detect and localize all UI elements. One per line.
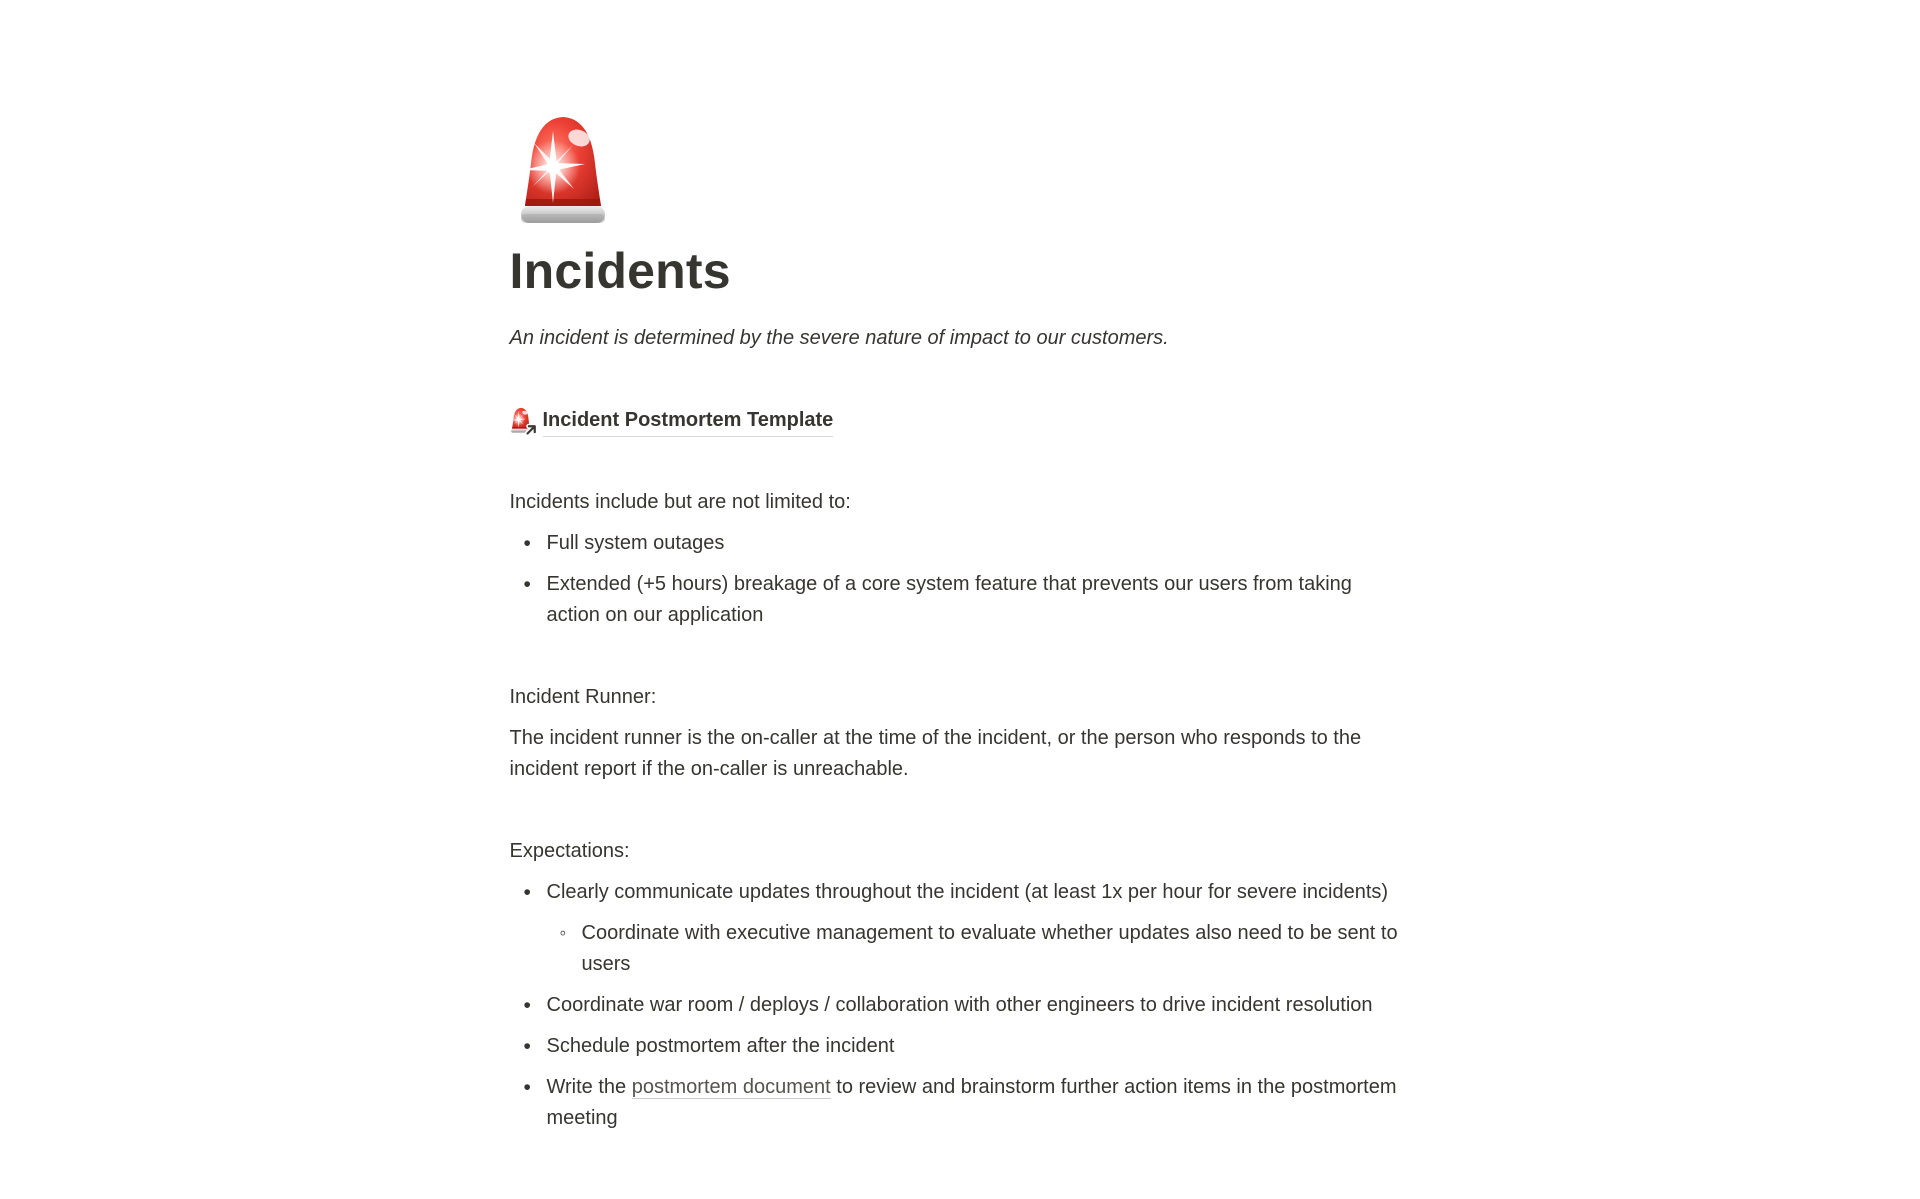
postmortem-document-link[interactable]: postmortem document <box>631 1076 831 1098</box>
incident-runner-description: The incident runner is the on-caller at the time of the incident, or the person who responds to the incident report if the on-caller is unreachable. <box>509 727 1362 780</box>
page-link-icon <box>510 407 532 434</box>
page-title: Incidents <box>509 243 731 299</box>
empty-block <box>510 441 1411 482</box>
list-item: • Full system outages <box>510 523 1411 564</box>
list-item: • Extended (+5 hours) breakage of a core system feature that prevents our users from taking action on our application <box>510 564 1411 636</box>
arrow-up-right-icon <box>524 423 538 437</box>
list-item-nested: ◦ Coordinate with executive management to evaluate whether updates also need to be sent to users <box>510 913 1411 985</box>
list-item: • Coordinate war room / deploys / collaboration with other engineers to drive incident resolution <box>510 985 1411 1026</box>
list-item <box>510 1067 1411 1139</box>
template-link-row <box>510 400 1411 441</box>
list-item: • Clearly communicate updates throughout the incident (at least 1x per hour for severe incidents) <box>510 872 1411 913</box>
empty-block <box>510 636 1411 677</box>
list-item-text: to review and brainstorm further action items in the postmortem meeting <box>546 1076 1397 1129</box>
page-subtitle: An incident is determined by the severe nature of impact to our customers. <box>509 327 1169 349</box>
expectations-heading: Expectations: <box>509 840 630 862</box>
notion-page <box>510 0 1411 1139</box>
empty-block <box>510 359 1411 400</box>
page-icon-rotating-light-emoji[interactable] <box>516 115 610 227</box>
incident-postmortem-template-link[interactable]: Incident Postmortem Template <box>543 405 834 437</box>
rotating-light-icon <box>516 115 610 227</box>
empty-block <box>510 790 1411 831</box>
list-item-text: Write the <box>546 1076 632 1098</box>
incident-runner-heading: Incident Runner: <box>509 686 657 708</box>
list-item: • Schedule postmortem after the incident <box>510 1026 1411 1067</box>
incidents-intro-text: Incidents include but are not limited to: <box>509 491 851 513</box>
